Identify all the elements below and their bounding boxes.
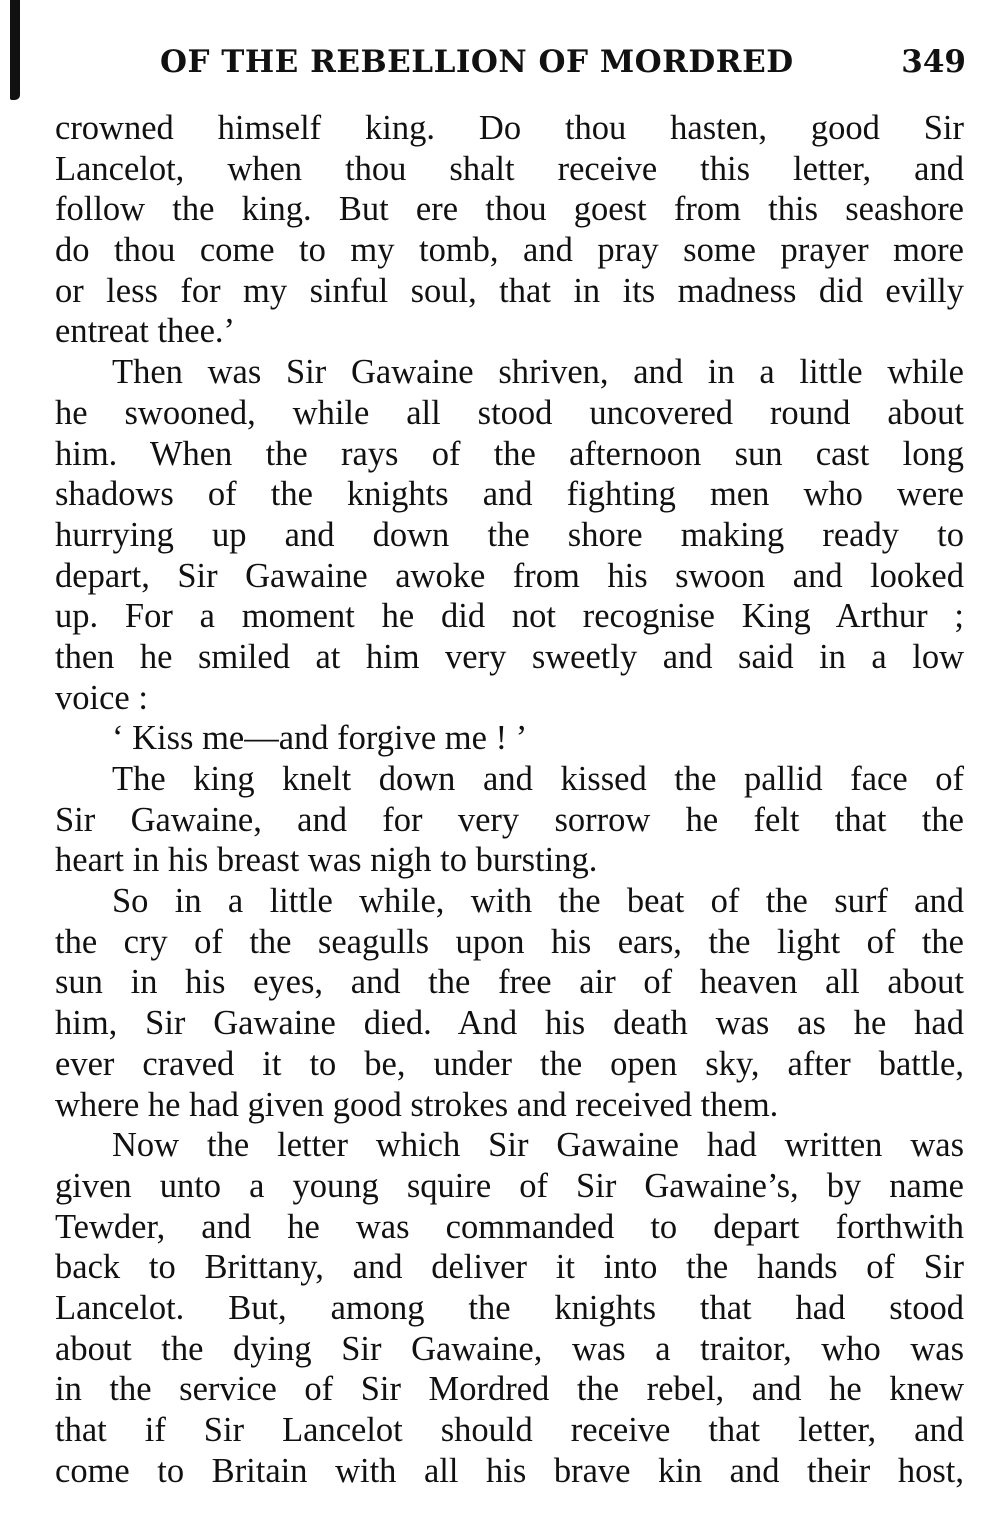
text-line: follow the king. But ere thou goest from this seashore (55, 190, 964, 229)
text-line: hurrying up and down the shore making ready to (55, 515, 964, 554)
text-line: or less for my sinful soul, that in its madness did evilly (55, 271, 964, 310)
body-text (55, 108, 964, 1491)
text-line: shadows of the knights and fighting men who were (55, 475, 964, 514)
text-line: that if Sir Lancelot should receive that letter, and (55, 1411, 964, 1449)
text-line: in the service of Sir Mordred the rebel, and he knew (55, 1370, 964, 1409)
text-line: So in a little while, with the beat of the surf and (112, 882, 964, 921)
text-line: voice : (55, 678, 148, 717)
text-line: do thou come to my tomb, and pray some prayer more (55, 231, 964, 270)
text-line: given unto a young squire of Sir Gawaine’s, by name (55, 1166, 964, 1205)
text-line: come to Britain with all his brave kin and their host, (55, 1451, 964, 1490)
page-edge-mark (10, 0, 20, 100)
text-line: Tewder, and he was commanded to depart forthwith (55, 1207, 964, 1246)
text-line: The king knelt down and kissed the pallid face of (112, 760, 964, 798)
text-line: heart in his breast was nigh to bursting. (55, 841, 598, 880)
text-line: where he had given good strokes and received them. (55, 1085, 779, 1124)
text-line: about the dying Sir Gawaine, was a traitor, who was (55, 1329, 964, 1368)
text-line: entreat thee.’ (55, 312, 236, 351)
text-line: up. For a moment he did not recognise King Arthur ; (55, 597, 964, 636)
text-line: ‘ Kiss me—and forgive me ! ’ (112, 719, 528, 758)
text-line: ever craved it to be, under the open sky, after battle, (55, 1044, 964, 1083)
text-line: Sir Gawaine, and for very sorrow he felt that the (55, 800, 964, 839)
text-line: Lancelot, when thou shalt receive this letter, and (55, 149, 964, 188)
text-line: then he smiled at him very sweetly and said in a low (55, 637, 964, 676)
running-head (160, 44, 966, 92)
text-line: the cry of the seagulls upon his ears, the light of the (55, 922, 964, 961)
text-line: crowned himself king. Do thou hasten, good Sir (55, 109, 964, 147)
text-line: depart, Sir Gawaine awoke from his swoon and looked (55, 556, 964, 595)
text-line: back to Brittany, and deliver it into the hands of Sir (55, 1248, 964, 1287)
text-line: sun in his eyes, and the free air of heaven all about (55, 963, 964, 1002)
text-line: Lancelot. But, among the knights that had stood (55, 1288, 964, 1327)
page-number: 349 (901, 44, 966, 80)
text-line: him, Sir Gawaine died. And his death was as he had (55, 1004, 964, 1043)
running-title: OF THE REBELLION OF MORDRED (160, 44, 794, 80)
text-line: Then was Sir Gawaine shriven, and in a little while (112, 353, 964, 392)
text-line: Now the letter which Sir Gawaine had written was (112, 1126, 964, 1165)
text-line: he swooned, while all stood uncovered round about (55, 393, 964, 432)
text-line: him. When the rays of the afternoon sun cast long (55, 434, 964, 473)
